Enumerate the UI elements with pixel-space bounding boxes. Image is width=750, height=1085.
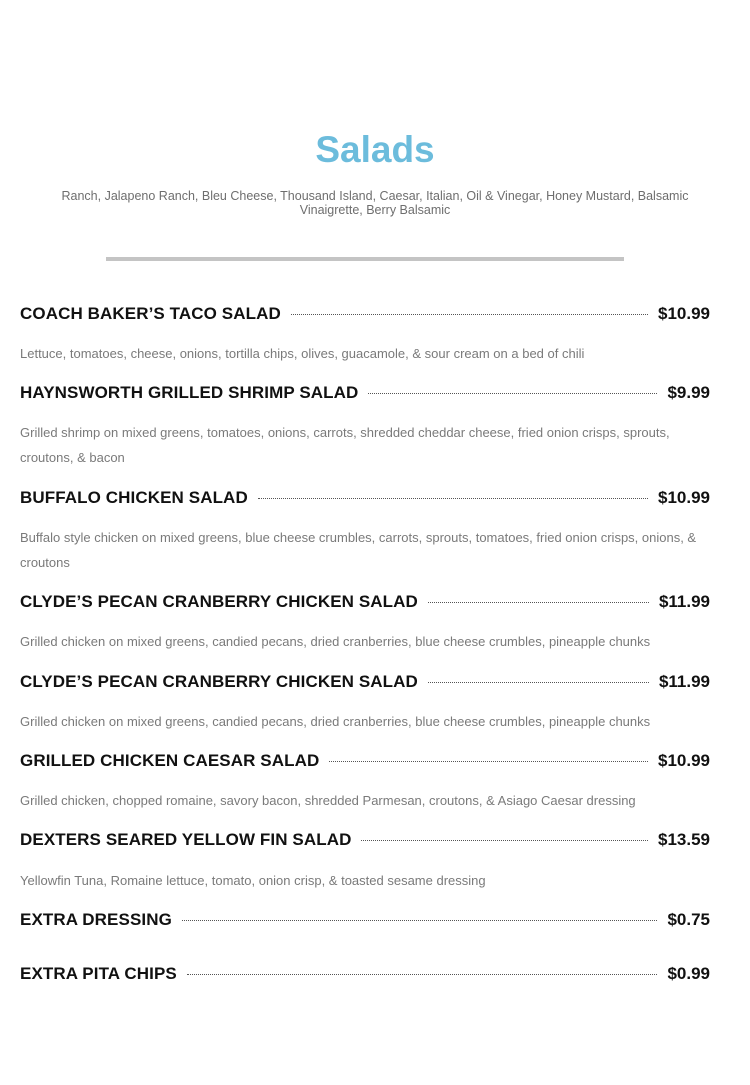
menu-item-header [20,301,710,327]
menu-item-name: CLYDE’S PECAN CRANBERRY CHICKEN SALAD [20,672,418,691]
menu-item-header [20,669,710,695]
menu-item-price: $10.99 [658,304,710,323]
menu-item-price: $9.99 [667,383,710,402]
menu-item-name: EXTRA PITA CHIPS [20,964,177,983]
menu-item-price: $13.59 [658,830,710,849]
menu-item-name: EXTRA DRESSING [20,910,172,929]
menu-item-name: CLYDE’S PECAN CRANBERRY CHICKEN SALAD [20,592,418,611]
menu-item-header [20,380,710,406]
menu-item-name: GRILLED CHICKEN CAESAR SALAD [20,751,320,770]
menu-item-header [20,748,710,774]
divider [106,257,624,261]
menu-item-price: $11.99 [658,672,710,691]
menu-item-price: $10.99 [658,488,710,507]
menu-item-description: Buffalo style chicken on mixed greens, blue cheese crumbles, carrots, sprouts, tomatoes, fried onion crisps, onions, & croutons [20,530,697,570]
menu-item-header [20,907,710,933]
menu-item-header [20,827,710,853]
menu-item-description: Lettuce, tomatoes, cheese, onions, tortilla chips, olives, guacamole, & sour cream on a bed of chili [20,346,585,361]
menu-item-description: Grilled chicken on mixed greens, candied pecans, dried cranberries, blue cheese crumbles, pineapple chunks [20,634,651,649]
menu-item-description: Grilled chicken, chopped romaine, savory bacon, shredded Parmesan, croutons, & Asiago Caesar dressing [20,793,636,808]
menu-item-description: Grilled chicken on mixed greens, candied pecans, dried cranberries, blue cheese crumbles, pineapple chunks [20,714,651,729]
page-title: Salads [315,129,435,170]
dot-leader [291,314,648,315]
menu-item-price: $0.75 [667,910,710,929]
dressing-list: Ranch, Jalapeno Ranch, Bleu Cheese, Thousand Island, Caesar, Italian, Oil & Vinegar, Honey Mustard, Balsamic Vinaigrette, Berry Balsamic [61,189,689,217]
dot-leader [187,974,658,975]
dot-leader [361,840,648,841]
menu-item-description: Yellowfin Tuna, Romaine lettuce, tomato, onion crisp, & toasted sesame dressing [20,873,486,888]
menu-item-name: HAYNSWORTH GRILLED SHRIMP SALAD [20,383,359,402]
menu-item-header [20,485,710,511]
dot-leader [368,393,657,394]
menu-item-header [20,589,710,615]
dot-leader [428,602,649,603]
menu-item-price: $11.99 [658,592,710,611]
menu-item-price: $10.99 [658,751,710,770]
dot-leader [258,498,648,499]
dot-leader [428,682,649,683]
dot-leader [329,761,648,762]
dot-leader [182,920,658,921]
menu-item-name: BUFFALO CHICKEN SALAD [20,488,248,507]
menu-item-header [20,961,710,987]
menu-item-description: Grilled shrimp on mixed greens, tomatoes, onions, carrots, shredded cheddar cheese, fried onion crisps, sprouts, croutons, & bacon [20,425,670,465]
menu-item-name: COACH BAKER’S TACO SALAD [20,304,281,323]
menu-item-price: $0.99 [667,964,710,983]
menu-item-name: DEXTERS SEARED YELLOW FIN SALAD [20,830,352,849]
